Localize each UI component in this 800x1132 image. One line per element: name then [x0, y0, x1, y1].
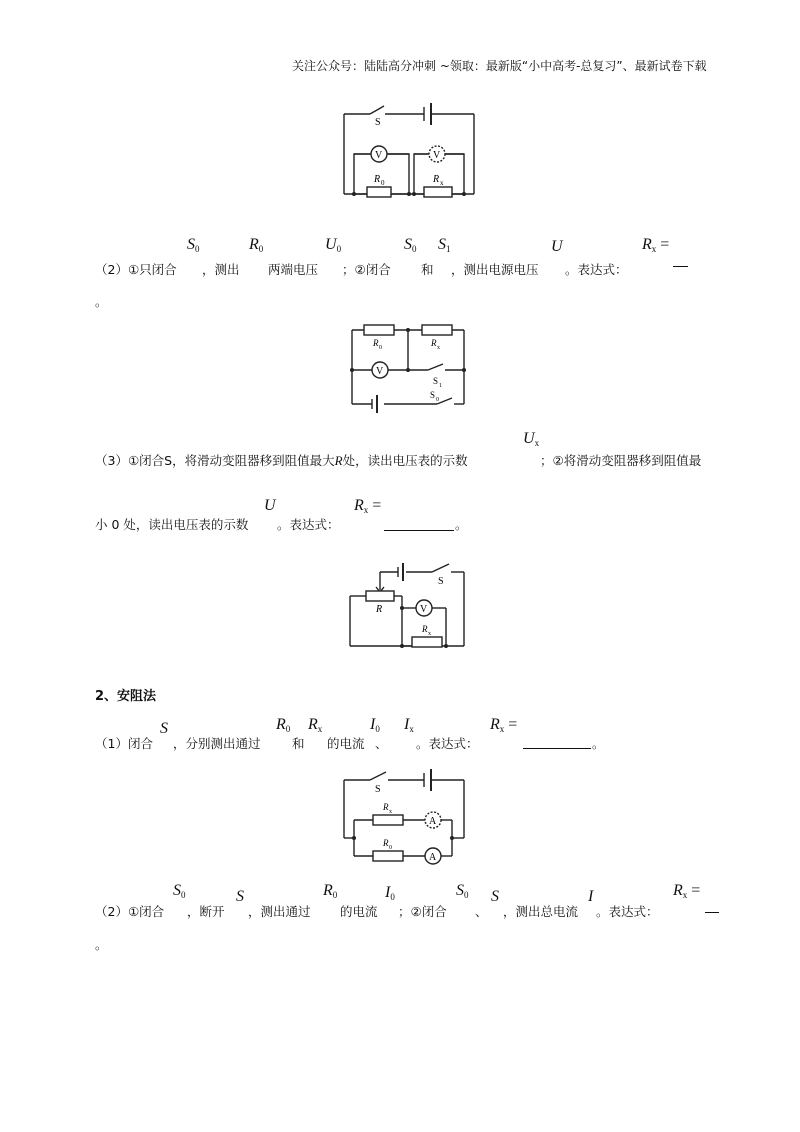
- c2-rx-sub: x: [437, 345, 440, 351]
- c2-s0-sub: 0: [436, 397, 439, 403]
- c1-voltmeter-label: V: [375, 150, 383, 161]
- amp2-s: S: [236, 888, 244, 905]
- part2-line: （2）①只闭合: [95, 262, 177, 277]
- c1-rx-label: R: [433, 174, 440, 185]
- c1-r0-sub: 0: [381, 179, 385, 187]
- c4-rx-label: R: [383, 802, 389, 812]
- amp1-r0: $R_0$: [276, 716, 291, 734]
- part2-s1: $S_1$: [438, 236, 451, 254]
- part2-s0: $S_0$: [187, 236, 200, 254]
- c4-switch-label: S: [375, 784, 381, 795]
- circuit-diagram-2: [340, 318, 490, 414]
- amp1-rx2: $R_x$ =: [490, 716, 518, 734]
- part3-rx: $R_x$ =: [354, 497, 382, 515]
- c4-ammeter2-label: A: [429, 852, 437, 863]
- amp2-i-end: 。: [95, 937, 108, 952]
- part3-line1: （3）①闭合S，将滑动变阻器移到阻值最大R处，读出电压表的示数: [95, 453, 468, 468]
- c2-r0-label: R: [373, 338, 379, 348]
- part2-f: ，测出电源电压: [451, 262, 539, 277]
- amp2-r0: $R_0$: [323, 882, 338, 900]
- part2-e: 和: [421, 262, 434, 277]
- amp1-ix: $I_x$: [404, 716, 414, 734]
- amp2-h: 。表达式：: [596, 904, 659, 919]
- part2-u: U: [551, 238, 563, 255]
- part2-u0: $U_0$: [325, 236, 342, 254]
- c1-r0-label: R: [374, 174, 381, 185]
- part2-answer-blank[interactable]: [673, 266, 688, 267]
- amp2-f: 、: [475, 904, 488, 919]
- c2-s1-label: S: [433, 376, 439, 386]
- c2-rx-label: R: [431, 338, 437, 348]
- amp1-c: 和: [292, 736, 305, 751]
- page-header: 关注公众号：陆陆高分冲刺 ~领取：最新版“小中高考-总复习”、最新试卷下载: [292, 59, 707, 73]
- c1-rx-sub: x: [440, 179, 444, 187]
- amp1-i0: $I_0$: [370, 716, 380, 734]
- part3-u: U: [264, 497, 276, 514]
- part3-ux: $U_x$: [523, 430, 540, 448]
- part2-b: ，测出: [202, 262, 240, 277]
- amp1-e: 、: [375, 736, 388, 751]
- c2-r0-sub: 0: [379, 345, 382, 351]
- part3-line2: 小 0 处，读出电压表的示数: [95, 517, 249, 532]
- amp1-g: 。: [592, 736, 605, 751]
- c3-rx-label: R: [422, 624, 428, 634]
- c3-voltmeter-label: V: [420, 604, 428, 615]
- amp1-a: （1）闭合: [95, 736, 153, 751]
- amp2-s0: $S_0$: [173, 882, 186, 900]
- c3-switch-label: S: [438, 576, 444, 587]
- part3-f: 。: [455, 517, 468, 532]
- c1-switch-label: S: [375, 117, 381, 128]
- c2-s0-label: S: [430, 390, 436, 400]
- c2-voltmeter-label: V: [376, 366, 384, 377]
- section-title-ammeter-method: 2、安阻法: [95, 689, 157, 704]
- amp2-c: ，测出通过: [248, 904, 311, 919]
- part3-answer-blank[interactable]: [384, 530, 454, 531]
- amp1-s: S: [160, 720, 168, 737]
- c4-r0-label: R: [383, 838, 389, 848]
- amp2-rx: $R_x$ =: [673, 882, 701, 900]
- circuit-diagram-1: [330, 98, 490, 204]
- c4-ammeter1-label: A: [429, 816, 437, 827]
- part2-s0b: $S_0$: [404, 236, 417, 254]
- part2-c: 两端电压: [268, 262, 319, 277]
- amp1-b: ，分别测出通过: [173, 736, 261, 751]
- part3-e: 。表达式：: [277, 517, 340, 532]
- part2-d: ；②闭合: [342, 262, 391, 277]
- amp2-d: 的电流: [340, 904, 378, 919]
- amp2-i0: $I_0$: [385, 884, 395, 902]
- amp2-sb: S: [491, 888, 499, 905]
- amp1-answer-blank[interactable]: [523, 748, 591, 749]
- c1-voltmeter2-label: V: [433, 150, 441, 161]
- amp2-b: ，断开: [187, 904, 225, 919]
- part2-r0: $R_0$: [249, 236, 264, 254]
- part3-c: ；②将滑动变阻器移到阻值最: [540, 453, 702, 468]
- amp2-answer-blank[interactable]: [705, 912, 719, 913]
- circuit-diagram-4: [330, 764, 480, 870]
- part2-h: 。: [95, 294, 108, 309]
- amp1-f: 。表达式：: [416, 736, 479, 751]
- amp2-s0b: $S_0$: [456, 882, 469, 900]
- c2-s1-sub: 1: [439, 383, 442, 389]
- c4-r0-sub: 0: [389, 845, 392, 851]
- part2-g: 。表达式：: [565, 262, 628, 277]
- amp2-i: I: [588, 888, 594, 905]
- circuit-diagram-3: [340, 560, 470, 656]
- c4-rx-sub: x: [389, 809, 392, 815]
- amp1-d: 的电流: [327, 736, 365, 751]
- c3-rx-sub: x: [428, 631, 431, 637]
- amp2-g: ，测出总电流: [503, 904, 579, 919]
- part2-rx: $R_x$ =: [642, 236, 670, 254]
- amp2-e: ；②闭合: [398, 904, 447, 919]
- c3-rheostat-label: R: [376, 604, 383, 615]
- amp1-rx: $R_x$: [308, 716, 323, 734]
- amp2-a: （2）①闭合: [95, 904, 165, 919]
